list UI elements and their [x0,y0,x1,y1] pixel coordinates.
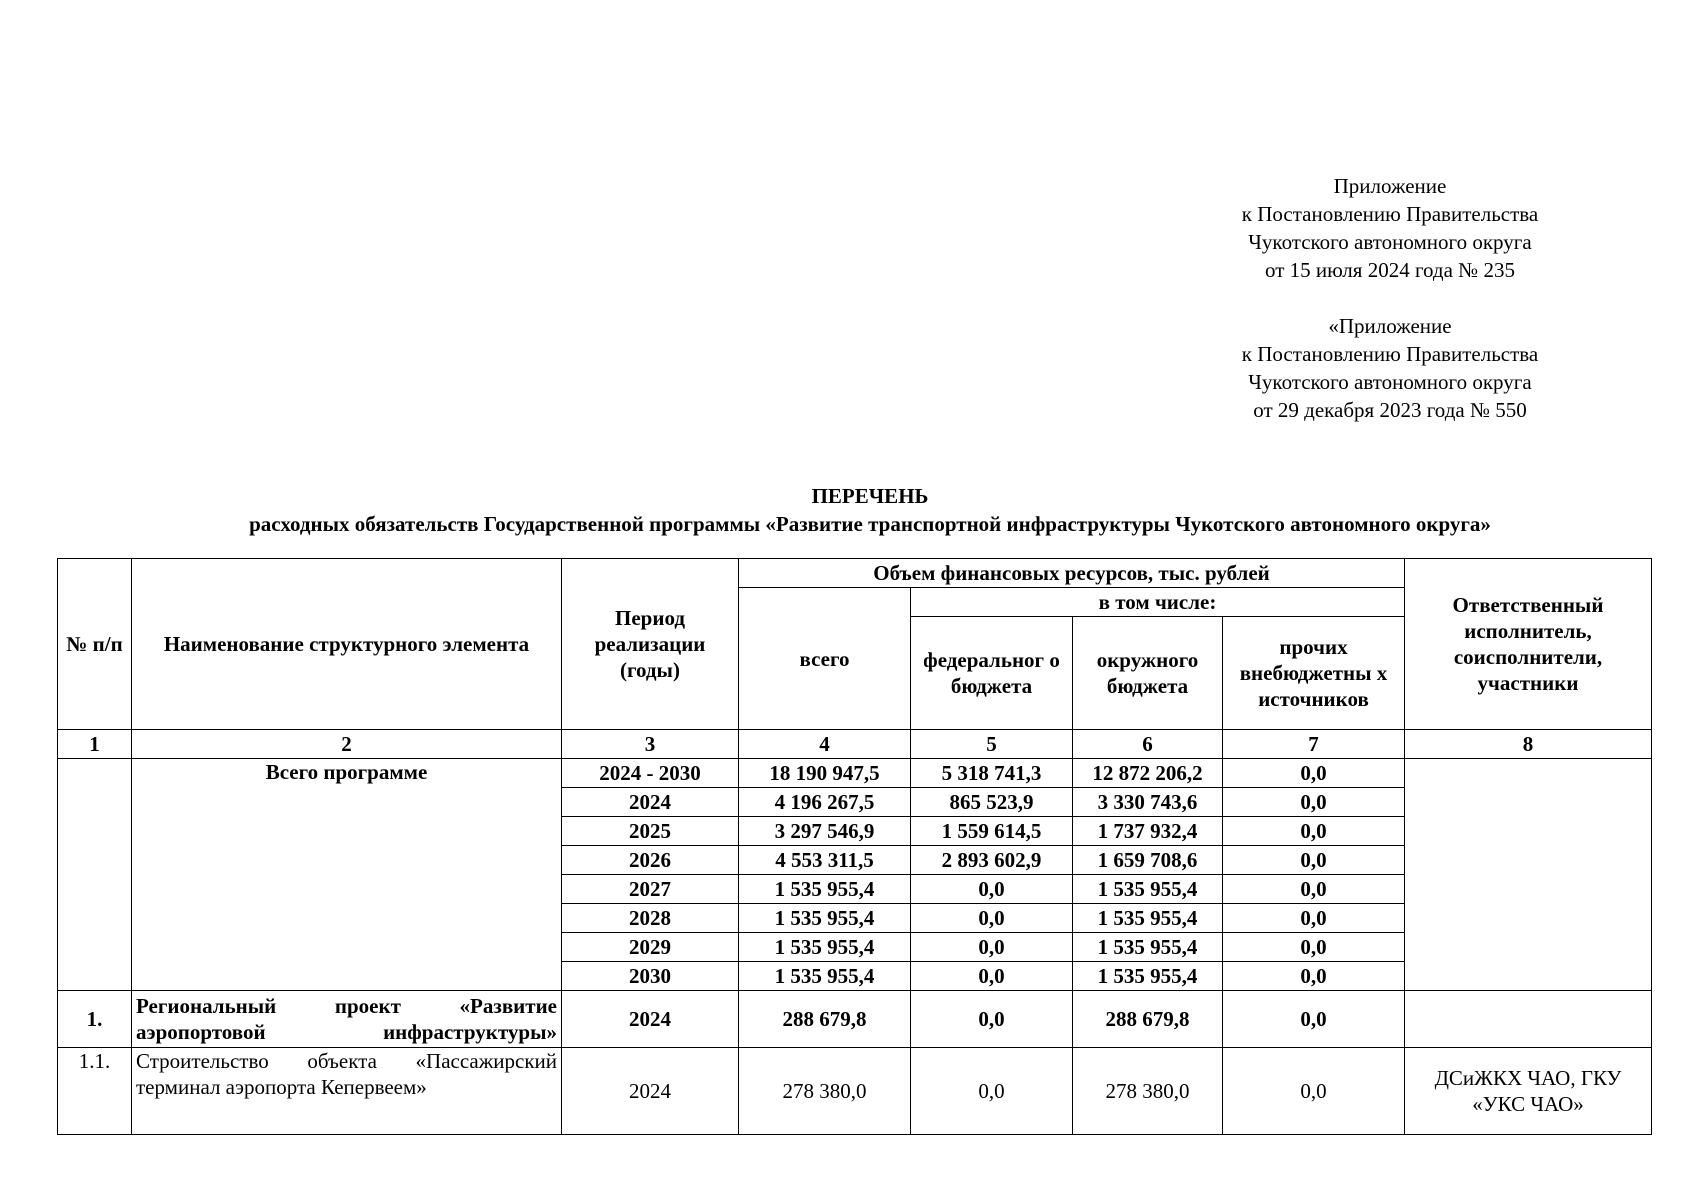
header-name: Наименование структурного элемента [132,559,562,730]
column-number: 1 [58,730,132,759]
other-cell: 0,0 [1223,1048,1405,1135]
header-num: № п/п [58,559,132,730]
federal-cell: 1 559 614,5 [911,817,1073,846]
subitem-num: 1.1. [58,1048,132,1135]
responsible-cell [1405,991,1652,1048]
federal-cell: 865 523,9 [911,788,1073,817]
period-cell: 2024 - 2030 [562,759,739,788]
federal-cell: 2 893 602,9 [911,846,1073,875]
stamp-line: к Постановлению Правительства [1241,202,1539,226]
district-cell: 12 872 206,2 [1073,759,1223,788]
district-cell: 1 535 955,4 [1073,933,1223,962]
federal-cell: 0,0 [911,904,1073,933]
period-cell: 2024 [562,1048,739,1135]
column-number: 2 [132,730,562,759]
federal-cell: 5 318 741,3 [911,759,1073,788]
district-cell: 278 380,0 [1073,1048,1223,1135]
total-cell: 4 196 267,5 [739,788,911,817]
federal-cell: 0,0 [911,875,1073,904]
stamp-line: Чукотского автономного округа [1248,230,1532,254]
other-cell: 0,0 [1223,933,1405,962]
federal-cell: 0,0 [911,1048,1073,1135]
total-cell: 1 535 955,4 [739,904,911,933]
subitem-name: Строительство объекта «Пассажирский терминал аэропорта Кепервеем» [132,1048,562,1135]
header-federal: федеральног о бюджета [911,617,1073,730]
federal-cell: 0,0 [911,933,1073,962]
federal-cell: 0,0 [911,962,1073,991]
expenditure-table [57,558,1652,1135]
program-total-label: Всего программе [132,759,562,991]
responsible-cell: ДСиЖКХ ЧАО, ГКУ «УКС ЧАО» [1405,1048,1652,1135]
total-cell: 4 553 311,5 [739,846,911,875]
total-cell: 3 297 546,9 [739,817,911,846]
column-number: 7 [1223,730,1405,759]
other-cell: 0,0 [1223,904,1405,933]
stamp-line: от 15 июля 2024 года № 235 [1265,258,1515,282]
district-cell: 1 535 955,4 [1073,962,1223,991]
header-including: в том числе: [911,588,1405,617]
other-cell: 0,0 [1223,817,1405,846]
federal-cell: 0,0 [911,991,1073,1048]
period-cell: 2029 [562,933,739,962]
approval-stamp-current [1180,172,1600,284]
total-cell: 18 190 947,5 [739,759,911,788]
district-cell: 1 737 932,4 [1073,817,1223,846]
district-cell: 3 330 743,6 [1073,788,1223,817]
other-cell: 0,0 [1223,991,1405,1048]
total-num-cell [58,759,132,991]
project-name: Региональный проект «Развитие аэропортовой инфраструктуры» [132,991,562,1048]
stamp-line: Приложение [1333,174,1447,198]
period-cell: 2024 [562,991,739,1048]
project-num: 1. [58,991,132,1048]
total-cell: 288 679,8 [739,991,911,1048]
column-number: 6 [1073,730,1223,759]
other-cell: 0,0 [1223,788,1405,817]
header-total: всего [739,588,911,730]
title-subheading: расходных обязательств Государственной программы «Развитие транспортной инфраструктуры Чукотского автономного округа» [249,512,1491,536]
table-row [58,991,1652,1048]
period-cell: 2030 [562,962,739,991]
header-volume: Объем финансовых ресурсов, тыс. рублей [739,559,1405,588]
total-cell: 278 380,0 [739,1048,911,1135]
other-cell: 0,0 [1223,759,1405,788]
total-cell: 1 535 955,4 [739,933,911,962]
stamp-line: к Постановлению Правительства [1241,342,1539,366]
district-cell: 1 535 955,4 [1073,875,1223,904]
total-cell: 1 535 955,4 [739,962,911,991]
header-other: прочих внебюджетны х источников [1223,617,1405,730]
period-cell: 2028 [562,904,739,933]
column-number: 8 [1405,730,1652,759]
column-number: 3 [562,730,739,759]
stamp-line: «Приложение [1328,314,1452,338]
period-cell: 2027 [562,875,739,904]
total-cell: 1 535 955,4 [739,875,911,904]
header-district: окружного бюджета [1073,617,1223,730]
table-row [58,759,1652,788]
district-cell: 288 679,8 [1073,991,1223,1048]
other-cell: 0,0 [1223,962,1405,991]
column-number: 5 [911,730,1073,759]
district-cell: 1 659 708,6 [1073,846,1223,875]
stamp-line: Чукотского автономного округа [1248,370,1532,394]
total-responsible-cell [1405,759,1652,991]
approval-stamp-original [1180,312,1600,424]
column-number: 4 [739,730,911,759]
stamp-line: от 29 декабря 2023 года № 550 [1253,398,1527,422]
table-row [58,1048,1652,1135]
header-responsible: Ответственный исполнитель, соисполнители, участники [1405,559,1652,730]
document-title [60,482,1680,538]
other-cell: 0,0 [1223,846,1405,875]
header-period: Период реализации (годы) [562,559,739,730]
other-cell: 0,0 [1223,875,1405,904]
period-cell: 2025 [562,817,739,846]
title-heading: ПЕРЕЧЕНЬ [811,484,929,508]
period-cell: 2024 [562,788,739,817]
district-cell: 1 535 955,4 [1073,904,1223,933]
period-cell: 2026 [562,846,739,875]
